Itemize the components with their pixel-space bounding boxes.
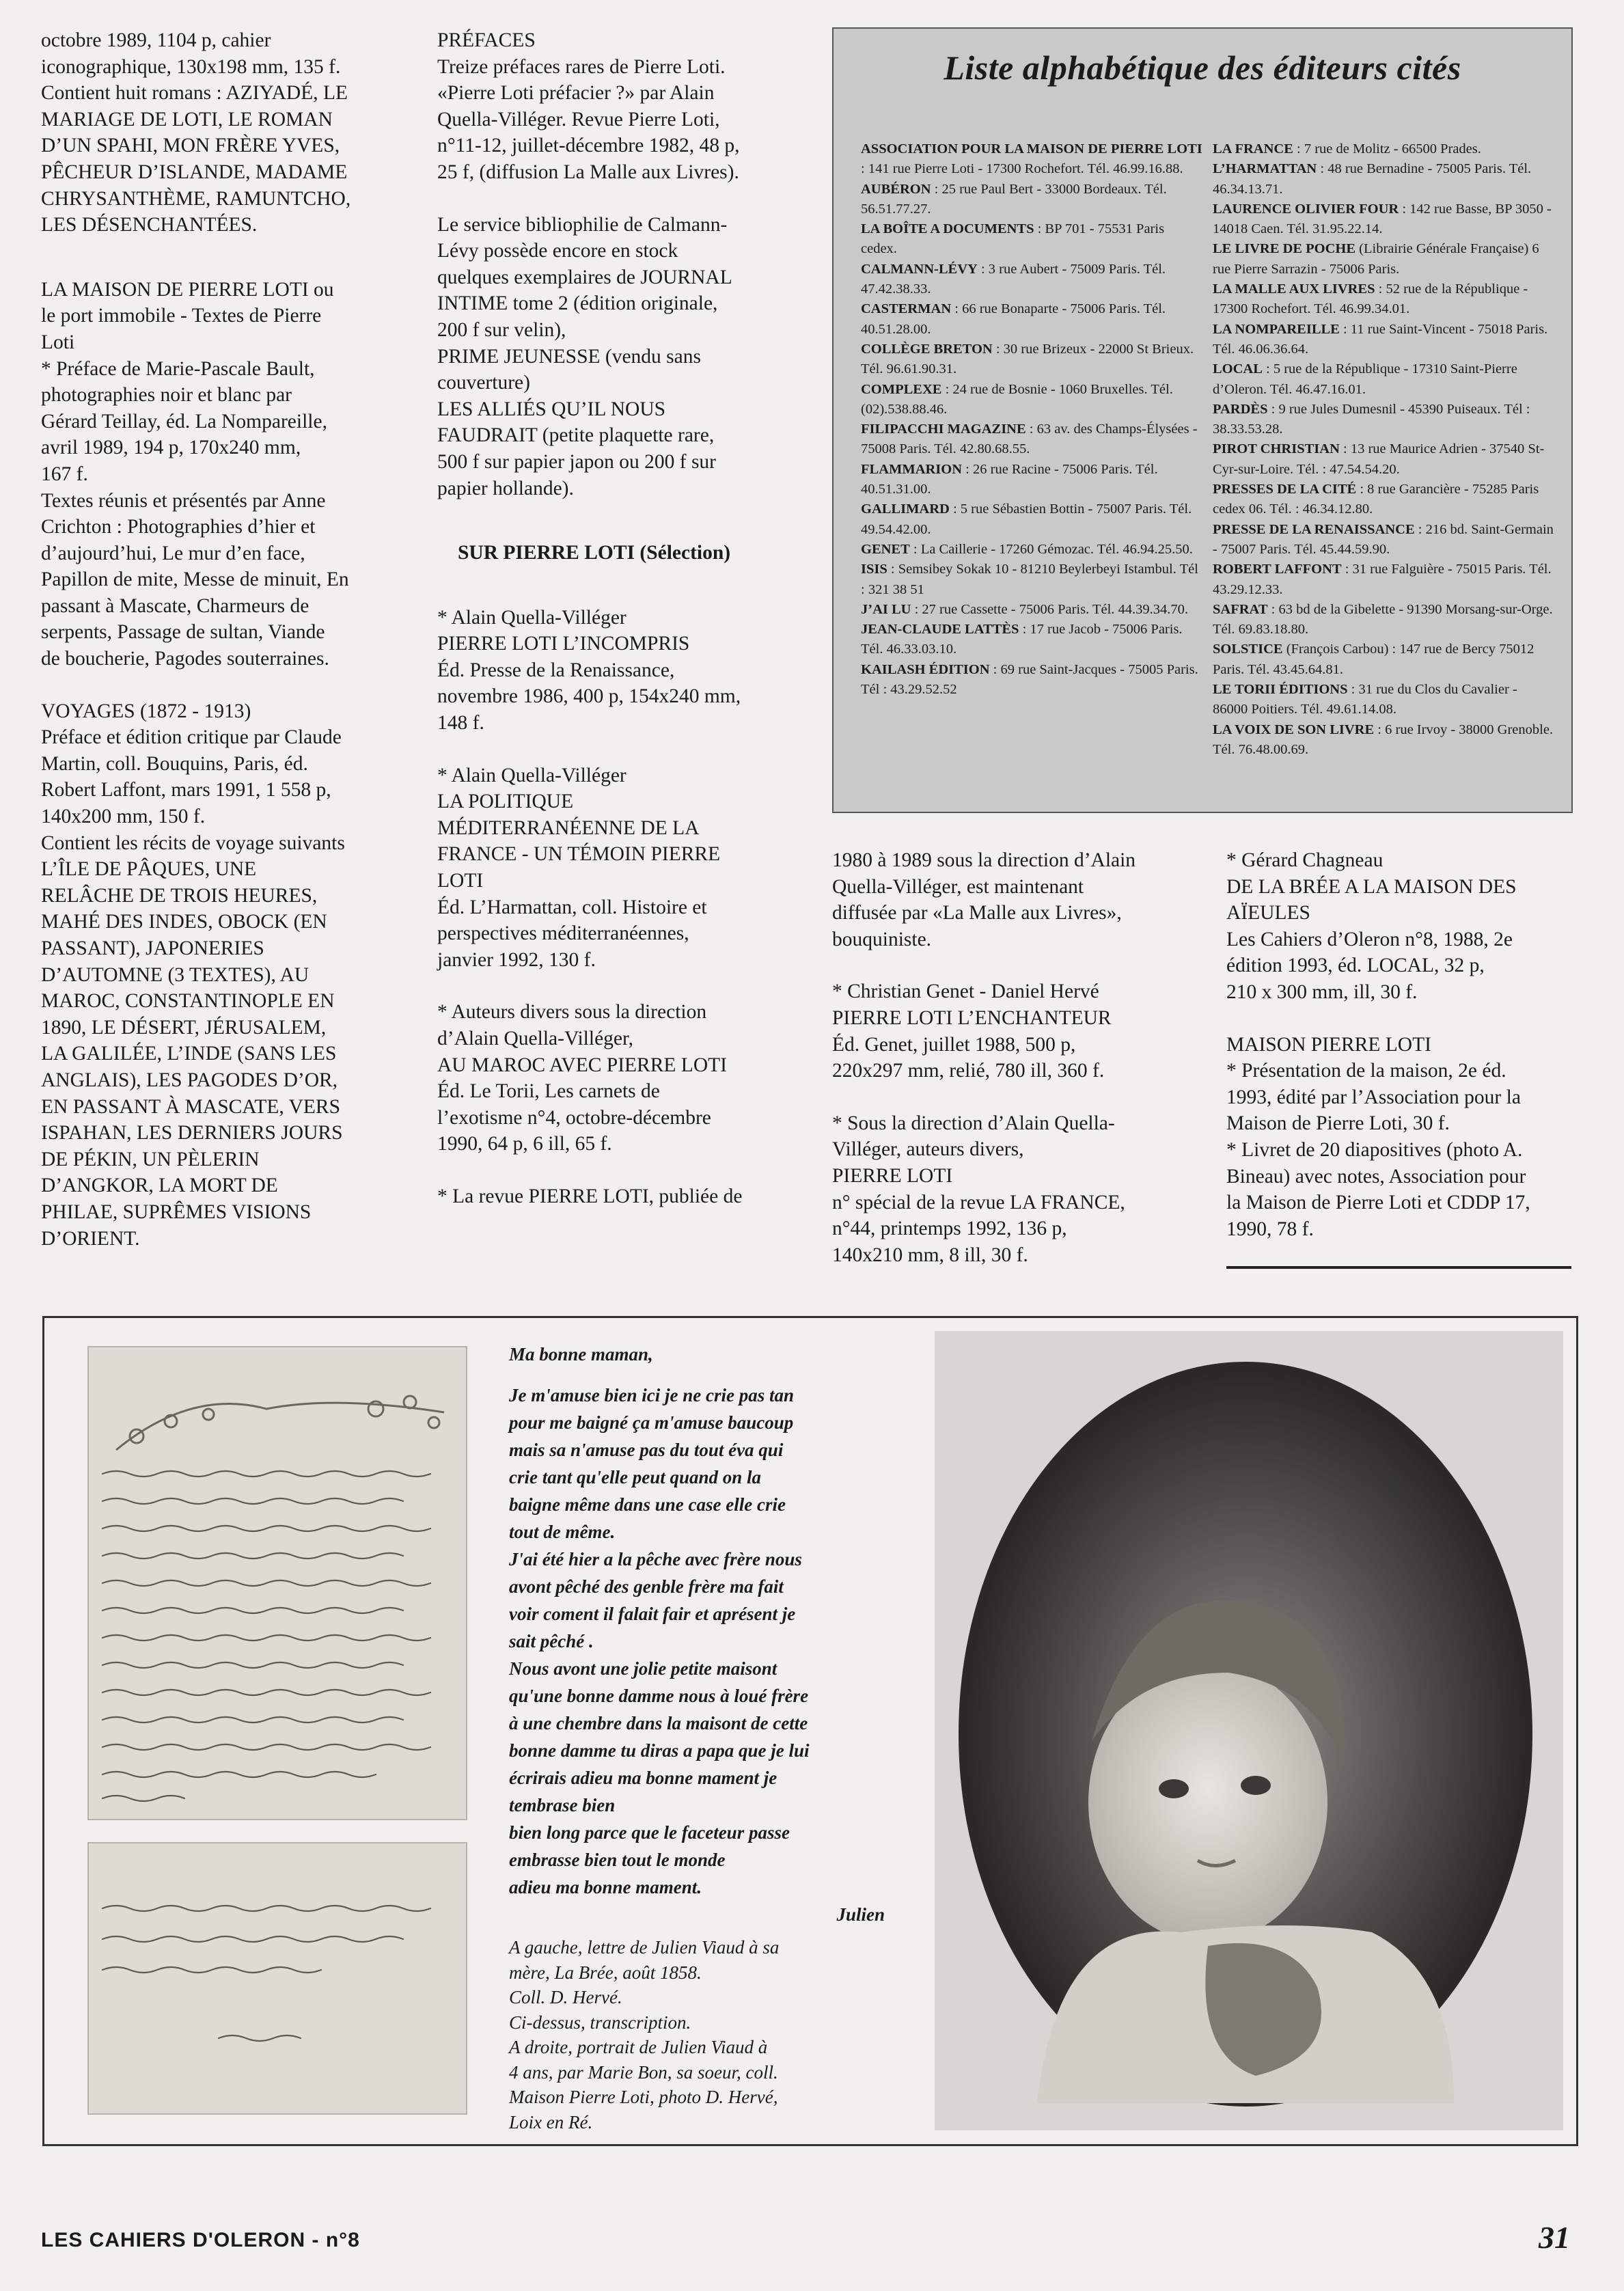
publisher-entry: SOLSTICE (François Carbou) : 147 rue de Bercy 75012 Paris. Tél. 43.45.64.81. [1213, 642, 1534, 677]
publishers-title: Liste alphabétique des éditeurs cités [944, 49, 1461, 87]
text-line: * Préface de Marie-Pascale Bault, [41, 357, 315, 380]
spacer [437, 973, 793, 999]
bibliography-column-4 [1226, 847, 1582, 1242]
caption-line: A gauche, lettre de Julien Viaud à sa [509, 1937, 780, 1958]
text-line: édition 1993, éd. LOCAL, 32 p, [1226, 955, 1485, 977]
text-line: octobre 1989, 1104 p, cahier [41, 29, 271, 51]
letter-line: tembrase bien [509, 1795, 616, 1815]
text-line: Les Cahiers d’Oleron n°8, 1988, 2e [1226, 928, 1513, 950]
text-line: ANGLAIS), LES PAGODES D’OR, [41, 1069, 338, 1091]
publisher-entry: COMPLEXE : 24 rue de Bosnie - 1060 Bruxelles. Tél. (02).538.88.46. [861, 381, 1173, 417]
caption-line: Loix en Ré. [509, 2111, 593, 2132]
letter-line: qu'une bonne damme nous à loué frère [509, 1686, 809, 1706]
text-line: DE LA BRÉE A LA MAISON DES [1226, 875, 1517, 898]
spacer [437, 1157, 793, 1183]
text-line: papier hollande). [437, 477, 574, 499]
text-line: 220x297 mm, relié, 780 ill, 360 f. [832, 1060, 1105, 1082]
text-line: janvier 1992, 130 f. [437, 948, 596, 971]
text-line: PRÉFACES [437, 29, 536, 51]
text-line: D’ORIENT. [41, 1227, 140, 1250]
magazine-footer-title: LES CAHIERS D'OLERON - n°8 [41, 2229, 360, 2251]
text-line: PÊCHEUR D’ISLANDE, MADAME [41, 161, 348, 183]
letter-line: J'ai été hier a la pêche avec frère nous [509, 1549, 802, 1569]
letter-line: tout de même. [509, 1522, 616, 1542]
text-line: Éd. Le Torii, Les carnets de [437, 1080, 660, 1103]
caption-line: 4 ans, par Marie Bon, sa soeur, coll. [509, 2061, 778, 2083]
caption-line: mère, La Brée, août 1858. [509, 1962, 702, 1983]
text-line: 1990, 78 f. [1226, 1218, 1314, 1240]
text-line: L’ÎLE DE PÂQUES, UNE [41, 858, 257, 881]
bibliography-column-3 [832, 847, 1187, 1268]
caption-line: Ci-dessus, transcription. [509, 2012, 691, 2033]
text-line: d’Alain Quella-Villéger, [437, 1028, 634, 1050]
publisher-entry: LE LIVRE DE POCHE (Librairie Générale Française) 6 rue Pierre Sarrazin - 75006 Paris. [1213, 241, 1539, 277]
publisher-entry: LA BOÎTE A DOCUMENTS : BP 701 - 75531 Paris cedex. [861, 221, 1165, 257]
letter-line: Je m'amuse bien ici je ne crie pas tan [509, 1385, 794, 1405]
spacer [437, 737, 793, 763]
text-line: Préface et édition critique par Claude [41, 726, 342, 749]
text-line: PHILAE, SUPRÊMES VISIONS [41, 1201, 312, 1223]
text-line: MAROC, CONSTANTINOPLE EN [41, 990, 335, 1013]
letter-salutation: Ma bonne maman, [509, 1344, 653, 1364]
text-line: diffusée par «La Malle aux Livres», [832, 902, 1122, 924]
text-line: * Auteurs divers sous la direction [437, 1001, 707, 1024]
text-line: FAUDRAIT (petite plaquette rare, [437, 424, 715, 447]
publisher-entry: CALMANN-LÉVY : 3 rue Aubert - 75009 Paris. Tél. 47.42.38.33. [861, 261, 1166, 297]
text-line: PRIME JEUNESSE (vendu sans [437, 345, 701, 368]
spacer [437, 186, 793, 212]
text-line: le port immobile - Textes de Pierre [41, 305, 322, 327]
text-line: MARIAGE DE LOTI, LE ROMAN [41, 108, 333, 131]
publisher-entry: LE TORII ÉDITIONS : 31 rue du Clos du Cavalier - 86000 Poitiers. Tél. 49.61.14.08. [1213, 682, 1517, 717]
publisher-entry: FLAMMARION : 26 rue Racine - 75006 Paris. Tél. 40.51.31.00. [861, 461, 1158, 497]
publisher-entry: J’AI LU : 27 rue Cassette - 75006 Paris. Tél. 44.39.34.70. [861, 601, 1189, 617]
text-line: passant à Mascate, Charmeurs de [41, 594, 309, 617]
text-line: 1993, édité par l’Association pour la [1226, 1086, 1521, 1108]
text-line: 25 f, (diffusion La Malle aux Livres). [437, 161, 739, 183]
spacer [41, 672, 396, 698]
text-line: Loti [41, 331, 75, 353]
text-line: D’ANGKOR, LA MORT DE [41, 1175, 278, 1197]
letter-line: avont pêché des genble frère ma fait [509, 1576, 784, 1597]
text-line: Le service bibliophilie de Calmann- [437, 213, 728, 236]
bibliography-column-2 [437, 27, 793, 1210]
text-line: * Livret de 20 diapositives (photo A. [1226, 1138, 1523, 1161]
text-line: EN PASSANT À MASCATE, VERS [41, 1095, 340, 1118]
text-line: PIERRE LOTI L’INCOMPRIS [437, 633, 690, 655]
text-line: n° spécial de la revue LA FRANCE, [832, 1191, 1125, 1213]
letter-line: bien long parce que le faceteur passe [509, 1822, 790, 1843]
text-line: * Gérard Chagneau [1226, 849, 1384, 871]
text-line: FRANCE - UN TÉMOIN PIERRE [437, 843, 721, 866]
publisher-entry: JEAN-CLAUDE LATTÈS : 17 rue Jacob - 75006 Paris. Tél. 46.33.03.10. [861, 622, 1183, 657]
text-line: * Christian Genet - Daniel Hervé [832, 980, 1099, 1003]
text-line: couverture) [437, 372, 530, 394]
text-line: Contient huit romans : AZIYADÉ, LE [41, 82, 348, 105]
text-line: D’AUTOMNE (3 TEXTES), AU [41, 963, 309, 986]
text-line: photographies noir et blanc par [41, 384, 292, 407]
letter-line: baigne même dans une case elle crie [509, 1494, 786, 1515]
publisher-entry: LAURENCE OLIVIER FOUR : 142 rue Basse, BP 3050 - 14018 Caen. Tél. 31.95.22.14. [1213, 201, 1552, 237]
publisher-entry: LOCAL : 5 rue de la République - 17310 Saint-Pierre d’Oleron. Tél. 46.47.16.01. [1213, 361, 1517, 397]
text-line: LA GALILÉE, L’INDE (SANS LES [41, 1043, 337, 1065]
publisher-entry: KAILASH ÉDITION : 69 rue Saint-Jacques - 75005 Paris. Tél : 43.29.52.52 [861, 661, 1198, 698]
text-line: INTIME tome 2 (édition originale, [437, 292, 718, 315]
text-line: Robert Laffont, mars 1991, 1 558 p, [41, 779, 331, 801]
letter-line: voir coment il falait fair et aprésent je [509, 1604, 796, 1624]
text-line: 210 x 300 mm, ill, 30 f. [1226, 980, 1418, 1003]
text-line: * Présentation de la maison, 2e éd. [1226, 1060, 1506, 1082]
text-line: Maison de Pierre Loti, 30 f. [1226, 1112, 1450, 1135]
text-line: PASSANT), JAPONERIES [41, 937, 264, 959]
text-line: 500 f sur papier japon ou 200 f sur [437, 450, 717, 473]
publisher-entry: GALLIMARD : 5 rue Sébastien Bottin - 75007 Paris. Tél. 49.54.42.00. [861, 502, 1192, 537]
spacer [41, 238, 396, 277]
spacer [1226, 1006, 1582, 1032]
text-line: Martin, coll. Bouquins, Paris, éd. [41, 752, 308, 775]
text-line: Éd. L’Harmattan, coll. Histoire et [437, 896, 707, 918]
text-line: 140x210 mm, 8 ill, 30 f. [832, 1244, 1028, 1266]
text-line: 200 f sur velin), [437, 318, 566, 341]
text-line: serpents, Passage de sultan, Viande [41, 621, 325, 644]
text-line: MÉDITERRANÉENNE DE LA [437, 817, 700, 839]
text-line: 1990, 64 p, 6 ill, 65 f. [437, 1133, 612, 1155]
caption-line: Coll. D. Hervé. [509, 1987, 622, 2007]
text-line: bouquiniste. [832, 928, 932, 950]
section-heading: SUR PIERRE LOTI (Sélection) [458, 542, 731, 564]
text-line: LA POLITIQUE [437, 791, 574, 813]
text-line: VOYAGES (1872 - 1913) [41, 700, 251, 722]
publisher-entry: GENET : La Caillerie - 17260 Gémozac. Tél. 46.94.25.50. [861, 541, 1193, 557]
letter-line: embrasse bien tout le monde [509, 1850, 726, 1870]
text-line: PIERRE LOTI L’ENCHANTEUR [832, 1006, 1112, 1029]
publisher-entry: PIROT CHRISTIAN : 13 rue Maurice Adrien - 37540 St-Cyr-sur-Loire. Tél. : 47.54.54.20. [1213, 441, 1545, 477]
text-line: Treize préfaces rares de Pierre Loti. [437, 55, 726, 78]
spacer [437, 566, 793, 605]
publisher-entry: LA VOIX DE SON LIVRE : 6 rue Irvoy - 38000 Grenoble. Tél. 76.48.00.69. [1213, 722, 1554, 757]
text-line: perspectives méditerranéennes, [437, 922, 689, 945]
caption-line: Maison Pierre Loti, photo D. Hervé, [509, 2087, 778, 2107]
publisher-entry: SAFRAT : 63 bd de la Gibelette - 91390 Morsang-sur-Orge. Tél. 69.83.18.80. [1213, 601, 1553, 637]
text-line: n°11-12, juillet-décembre 1982, 48 p, [437, 135, 740, 157]
text-line: * Sous la direction d’Alain Quella- [832, 1112, 1115, 1134]
publisher-entry: ROBERT LAFFONT : 31 rue Falguière - 75015 Paris. Tél. 43.29.12.33. [1213, 562, 1552, 597]
text-line: de boucherie, Pagodes souterraines. [41, 648, 329, 670]
text-line: 1980 à 1989 sous la direction d’Alain [832, 849, 1136, 871]
letter-line: sait pêché . [509, 1631, 594, 1651]
text-line: 167 f. [41, 463, 88, 485]
spacer [832, 1084, 1187, 1110]
spacer [437, 502, 793, 540]
text-line: 1890, LE DÉSERT, JÉRUSALEM, [41, 1016, 327, 1039]
publisher-entry: COLLÈGE BRETON : 30 rue Brizeux - 22000 St Brieux. Tél. 96.61.90.31. [861, 341, 1194, 377]
letter-transcription [509, 1341, 892, 1928]
bibliography-column-1 [41, 27, 396, 1252]
publisher-entry: LA FRANCE : 7 rue de Molitz - 66500 Prades. [1213, 141, 1481, 156]
letter-line: bonne damme tu diras a papa que je lui [509, 1740, 810, 1761]
text-line: Lévy possède encore en stock [437, 240, 678, 262]
publisher-entry: PRESSES DE LA CITÉ : 8 rue Garancière - 75285 Paris cedex 06. Tél. : 46.34.12.80. [1213, 482, 1539, 517]
text-line: CHRYSANTHÈME, RAMUNTCHO, [41, 187, 351, 210]
text-line: la Maison de Pierre Loti et CDDP 17, [1226, 1192, 1530, 1214]
divider-rule [1226, 1266, 1571, 1269]
handwritten-letter-photo-2 [87, 1842, 467, 2115]
text-line: Quella-Villéger. Revue Pierre Loti, [437, 108, 720, 131]
text-line: Textes réunis et présentés par Anne [41, 489, 326, 512]
text-line: novembre 1986, 400 p, 154x240 mm, [437, 685, 741, 708]
text-line: Éd. Genet, juillet 1988, 500 p, [832, 1033, 1076, 1056]
text-line: «Pierre Loti préfacier ?» par Alain [437, 82, 715, 105]
text-line: LES DÉSENCHANTÉES. [41, 214, 258, 236]
publishers-column-right [1213, 139, 1554, 760]
letter-line: adieu ma bonne mament. [509, 1877, 702, 1897]
publisher-entry: CASTERMAN : 66 rue Bonaparte - 75006 Paris. Tél. 40.51.28.00. [861, 301, 1166, 337]
text-line: D’UN SPAHI, MON FRÈRE YVES, [41, 135, 340, 157]
text-line: Quella-Villéger, est maintenant [832, 875, 1084, 898]
publisher-entry: L’HARMATTAN : 48 rue Bernadine - 75005 Paris. Tél. 46.34.13.71. [1213, 161, 1532, 197]
text-line: quelques exemplaires de JOURNAL [437, 266, 732, 288]
text-line: Crichton : Photographies d’hier et [41, 516, 316, 538]
letter-signature: Julien [836, 1904, 885, 1925]
text-line: * Alain Quella-Villéger [437, 764, 627, 786]
caption-line: A droite, portrait de Julien Viaud à [509, 2037, 768, 2057]
publishers-column-left [861, 139, 1202, 700]
publisher-entry: LA NOMPAREILLE : 11 rue Saint-Vincent - 75018 Paris. Tél. 46.06.36.64. [1213, 321, 1548, 357]
child-portrait-photo [935, 1331, 1563, 2130]
text-line: 140x200 mm, 150 f. [41, 806, 206, 828]
publisher-entry: FILIPACCHI MAGAZINE : 63 av. des Champs-Élysées - 75008 Paris. Tél. 42.80.68.55. [861, 422, 1198, 457]
text-line: avril 1989, 194 p, 170x240 mm, [41, 437, 301, 459]
text-line: MAISON PIERRE LOTI [1226, 1033, 1431, 1056]
letter-line: mais sa n'amuse pas du tout éva qui [509, 1440, 784, 1460]
text-line: LOTI [437, 870, 484, 892]
text-line: ISPAHAN, LES DERNIERS JOURS [41, 1122, 343, 1144]
text-line: PIERRE LOTI [832, 1164, 953, 1187]
text-line: n°44, printemps 1992, 136 p, [832, 1218, 1067, 1240]
publisher-entry: LA MALLE AUX LIVRES : 52 rue de la République - 17300 Rochefort. Tél. 46.99.34.01. [1213, 282, 1528, 317]
letter-line: à une chembre dans la maisont de cette [509, 1713, 808, 1733]
text-line: Bineau) avec notes, Association pour [1226, 1165, 1526, 1188]
text-line: l’exotisme n°4, octobre-décembre [437, 1106, 711, 1129]
publisher-entry: PARDÈS : 9 rue Jules Dumesnil - 45390 Puiseaux. Tél : 38.33.53.28. [1213, 401, 1530, 437]
text-line: iconographique, 130x198 mm, 135 f. [41, 55, 341, 78]
publisher-entry: AUBÉRON : 25 rue Paul Bert - 33000 Bordeaux. Tél. 56.51.77.27. [861, 181, 1167, 217]
letter-line: pour me baigné ça m'amuse baucoup [509, 1412, 794, 1433]
text-line: AÏEULES [1226, 902, 1310, 924]
letter-line: écrirais adieu ma bonne mament je [509, 1768, 777, 1788]
spacer [832, 952, 1187, 978]
text-line: 148 f. [437, 712, 484, 735]
publisher-entry: ASSOCIATION POUR LA MAISON DE PIERRE LOTI : 141 rue Pierre Loti - 17300 Rochefort. Tél. 46.99.16.88. [861, 141, 1202, 177]
text-line: Papillon de mite, Messe de minuit, En [41, 568, 349, 591]
page-number: 31 [1539, 2220, 1570, 2255]
text-line: LA MAISON DE PIERRE LOTI ou [41, 278, 334, 301]
text-line: Villéger, auteurs divers, [832, 1138, 1024, 1161]
publisher-entry: PRESSE DE LA RENAISSANCE : 216 bd. Saint-Germain - 75007 Paris. Tél. 45.44.59.90. [1213, 521, 1554, 557]
letter-line: Nous avont une jolie petite maisont [509, 1658, 777, 1679]
text-line: DE PÉKIN, UN PÈLERIN [41, 1148, 260, 1170]
text-line: AU MAROC AVEC PIERRE LOTI [437, 1054, 727, 1076]
publisher-entry: ISIS : Semsibey Sokak 10 - 81210 Beylerbeyi Istambul. Tél : 321 38 51 [861, 562, 1198, 597]
text-line: * La revue PIERRE LOTI, publiée de [437, 1185, 743, 1207]
text-line: * Alain Quella-Villéger [437, 606, 627, 629]
text-line: LES ALLIÉS QU’IL NOUS [437, 398, 666, 420]
text-line: Éd. Presse de la Renaissance, [437, 659, 675, 681]
text-line: Gérard Teillay, éd. La Nompareille, [41, 410, 327, 433]
text-line: MAHÉ DES INDES, OBOCK (EN [41, 911, 327, 933]
text-line: RELÂCHE DE TROIS HEURES, [41, 884, 318, 907]
letter-line: crie tant qu'elle peut quand on la [509, 1467, 762, 1487]
publishers-list-box [832, 27, 1573, 813]
text-line: d’aujourd’hui, Le mur d’en face, [41, 542, 305, 564]
photo-caption [509, 1935, 892, 2135]
text-line: Contient les récits de voyage suivants [41, 832, 345, 854]
handwritten-letter-photo [87, 1346, 467, 1820]
